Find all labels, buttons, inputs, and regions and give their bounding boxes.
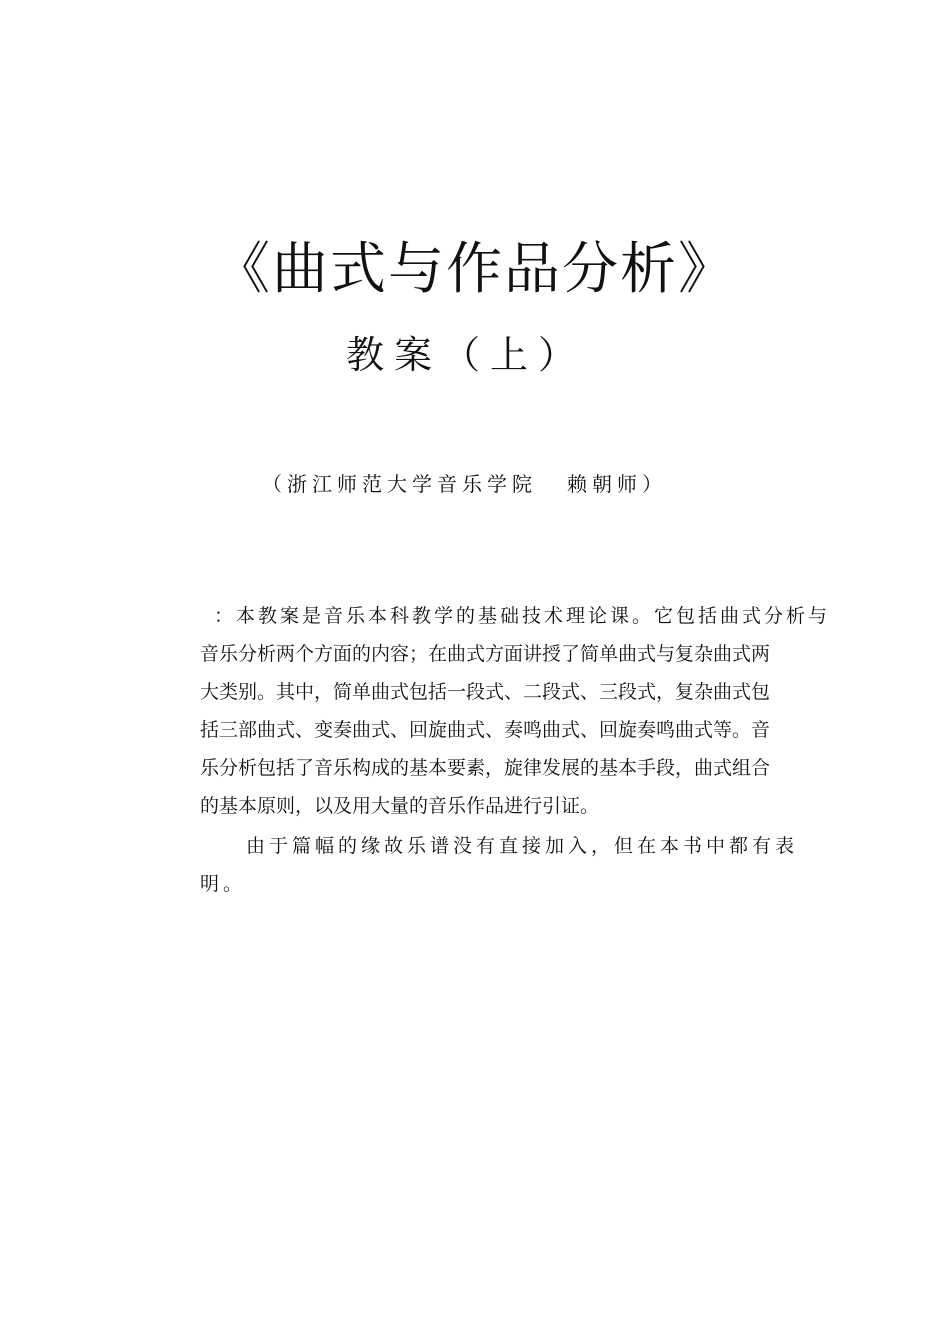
institution-name: （浙江师范大学音乐学院 [262,472,537,496]
abstract-line-text: ：本教案是音乐本科教学的基础技术理论课。它包括曲式分析与 [214,605,831,627]
abstract-line: 括三部曲式、变奏曲式、回旋曲式、奏鸣曲式、回旋奏鸣曲式等。音 [200,719,771,741]
abstract-line: 乐分析包括了音乐构成的基本要素，旋律发展的基本手段，曲式组合 [200,757,771,779]
note-line: 由于篇幅的缘故乐谱没有直接加入，但在本书中都有表 [246,835,799,857]
abstract-paragraph [200,597,831,825]
abstract-line: 音乐分析两个方面的内容；在曲式方面讲授了简单曲式与复杂曲式两 [200,643,771,665]
author-name: 赖朝师） [567,472,667,496]
document-subtitle: 教案（上） [346,333,587,377]
document-title: 《曲式与作品分析》 [214,237,736,302]
note-paragraph [200,827,800,903]
author-affiliation [262,471,667,497]
abstract-line: 的基本原则，以及用大量的音乐作品进行引证。 [200,795,600,817]
abstract-line [200,597,831,635]
abstract-line: 大类别。其中，简单曲式包括一段式、二段式、三段式，复杂曲式包 [200,681,771,703]
note-line: 明。 [200,873,247,895]
